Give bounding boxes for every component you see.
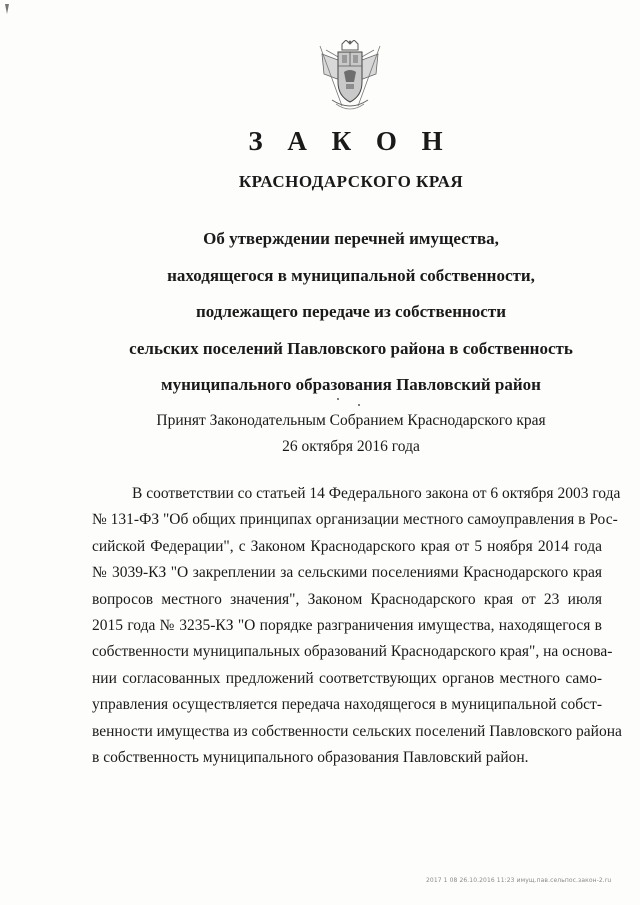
body-line: в собственность муниципального образования Павловский район.	[92, 748, 529, 766]
body-line: нии согласованных предложений соответствующих органов местного само-	[92, 669, 602, 687]
title-line: сельских поселений Павловского района в собственность	[129, 338, 573, 358]
body-line: венности имущества из собственности сельских поселений Павловского района	[92, 722, 622, 740]
law-title	[0, 221, 640, 404]
adoption-body: Принят Законодательным Собранием Краснодарского края	[156, 412, 546, 429]
scan-speck	[358, 404, 360, 406]
law-heading: З А К О Н	[248, 126, 452, 156]
adoption-date: 26 октября 2016 года	[282, 438, 420, 455]
body-line: В соответствии со статьей 14 Федерального закона от 6 октября 2003 года	[132, 485, 621, 502]
body-line: 2015 года № 3235-КЗ "О порядке разграничения имущества, находящегося в	[92, 616, 602, 634]
body-line: управления осуществляется передача находящегося в муниципальной собст-	[92, 696, 602, 714]
title-line: находящегося в муниципальной собственности,	[167, 265, 535, 285]
title-line: подлежащего передаче из собственности	[195, 302, 506, 321]
body-line: сийской Федерации", с Законом Краснодарского края от 5 ноября 2014 года	[92, 537, 602, 555]
scan-speck	[337, 398, 339, 400]
krasnodar-coat-of-arms-icon	[318, 40, 382, 114]
adoption-info	[0, 408, 640, 460]
title-line: муниципального образования Павловский район	[161, 375, 541, 394]
body-line: № 3039-КЗ "О закреплении за сельскими поселениями Краснодарского края	[92, 564, 602, 582]
body-line: собственности муниципальных образований Краснодарского края", на основа-	[92, 643, 613, 661]
law-body-paragraph	[92, 481, 622, 771]
region-heading: КРАСНОДАРСКОГО КРАЯ	[238, 172, 464, 191]
body-line: № 131-ФЗ "Об общих принципах организации местного самоуправления в Рос-	[92, 511, 618, 529]
footer-file-stamp: 2017 1 08 26.10.2016 11:23 имущ.пав.сельпос.закон-2.ru	[426, 877, 612, 884]
body-line: вопросов местного значения", Законом Краснодарского края от 23 июля	[92, 590, 602, 608]
corner-mark	[4, 4, 10, 14]
title-line: Об утверждении перечней имущества,	[203, 229, 499, 248]
